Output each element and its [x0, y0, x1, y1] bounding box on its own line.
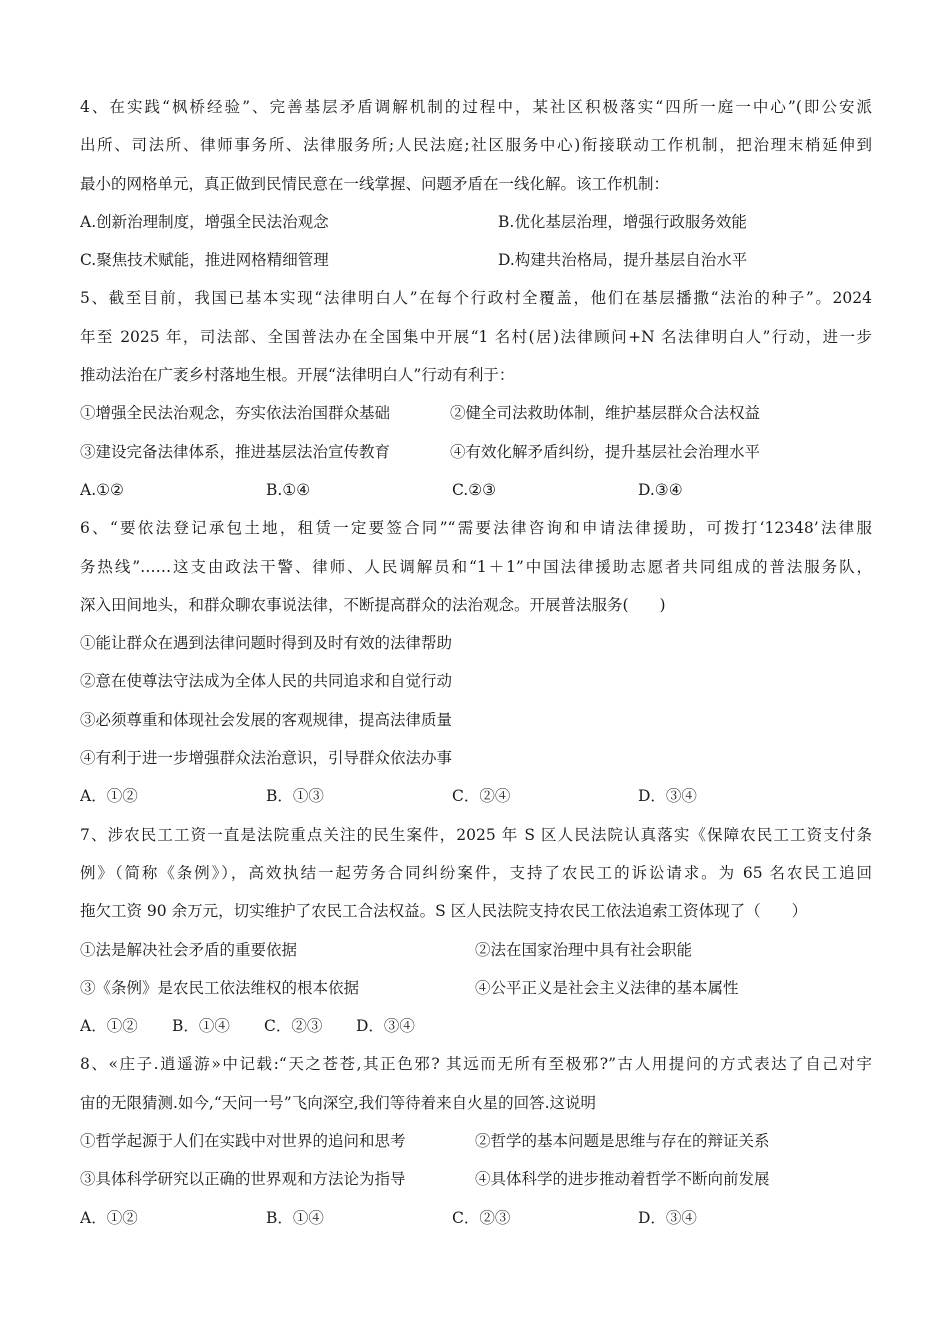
question-7-item-2: ②法在国家治理中具有社会职能: [475, 940, 693, 959]
question-6-stem-line: 深入田间地头，和群众聊农事说法律，不断提高群众的法治观念。开展普法服务( ): [80, 595, 666, 614]
question-6-item-2: ②意在使尊法守法成为全体人民的共同追求和自觉行动: [80, 672, 453, 691]
question-5-options-row: [80, 471, 872, 509]
question-5-items-row: [80, 433, 872, 471]
question-7-stem-line: 例》（简称《条例》），高效执结一起劳务合同纠纷案件，支持了农民工的诉讼请求。为 65 名农民工追回: [80, 863, 872, 882]
question-5-option-c[interactable]: C.②③: [452, 480, 497, 499]
question-7-items-row: [80, 931, 872, 969]
question-page: [80, 88, 872, 1237]
question-8-option-d[interactable]: D．③④: [638, 1208, 697, 1227]
question-4-stem-line: 出所、司法所、律师事务所、法律服务所;人民法庭;社区服务中心)衔接联动工作机制，把治理末梢延伸到: [80, 136, 872, 155]
question-7-items-row: [80, 969, 872, 1007]
question-4-option-c[interactable]: C.聚焦技术赋能，推进网格精细管理: [80, 251, 329, 270]
question-4-stem-line: 最小的网格单元，真正做到民情民意在一线掌握、问题矛盾在一线化解。该工作机制：: [80, 174, 670, 193]
question-6: [80, 509, 872, 815]
question-7-options-row: [80, 1007, 872, 1045]
question-8-items-row: [80, 1122, 872, 1160]
question-4-option-a[interactable]: A.创新治理制度，增强全民法治观念: [80, 212, 329, 231]
question-7: [80, 816, 872, 1046]
question-8-options-row: [80, 1199, 872, 1237]
question-7-item-4: ④公平正义是社会主义法律的基本属性: [475, 978, 739, 997]
question-6-item-3: ③必须尊重和体现社会发展的客观规律，提高法律质量: [80, 710, 453, 729]
question-6-stem-line: 6、“要依法登记承包土地，租赁一定要签合同”“需要法律咨询和申请法律援助，可拨打‘12348’法律服: [80, 519, 872, 538]
question-8-item-2: ②哲学的基本问题是思维与存在的辩证关系: [475, 1132, 770, 1151]
question-4-option-d[interactable]: D.构建共治格局，提升基层自治水平: [498, 251, 748, 270]
question-7-item-3: ③《条例》是农民工依法维权的根本依据: [80, 978, 360, 997]
question-8-option-a[interactable]: A．①②: [80, 1208, 138, 1227]
question-5: [80, 279, 872, 509]
question-8-stem-line: 8、«庄子.逍遥游»中记载:“天之苍苍,其正色邪? 其远而无所有至极邪?”古人用提问的方式表达了自己对宇: [80, 1055, 872, 1074]
question-5-item-4: ④有效化解矛盾纠纷，提升基层社会治理水平: [450, 442, 761, 461]
question-5-stem-line: 5、截至目前，我国已基本实现“法律明白人”在每个行政村全覆盖，他们在基层播撒“法治的种子”。2024: [80, 289, 872, 308]
question-4: [80, 88, 872, 279]
question-5-item-3: ③建设完备法律体系，推进基层法治宣传教育: [80, 442, 391, 461]
question-7-option-a[interactable]: A．①②: [80, 1017, 138, 1036]
question-8-stem-line: 宙的无限猜测.如今,“天问一号”飞向深空,我们等待着来自火星的回答.这说明: [80, 1093, 597, 1112]
question-8-item-4: ④具体科学的进步推动着哲学不断向前发展: [475, 1170, 770, 1189]
question-6-item-1: ①能让群众在遇到法律问题时得到及时有效的法律帮助: [80, 634, 453, 653]
question-8-items-row: [80, 1160, 872, 1198]
question-8-option-b[interactable]: B．①④: [266, 1208, 324, 1227]
question-4-options-row: [80, 203, 872, 241]
question-5-option-d[interactable]: D.③④: [638, 480, 683, 499]
question-8-item-1: ①哲学起源于人们在实践中对世界的追问和思考: [80, 1132, 406, 1151]
question-5-stem-line: 推动法治在广袤乡村落地生根。开展“法律明白人”行动有利于：: [80, 366, 515, 385]
question-5-item-1: ①增强全民法治观念，夯实依法治国群众基础: [80, 404, 391, 423]
question-6-option-c[interactable]: C．②④: [452, 787, 511, 806]
question-6-options-row: [80, 777, 872, 815]
question-6-stem-line: 务热线”……这支由政法干警、律师、人民调解员和“1＋1”中国法律援助志愿者共同组成的普法服务队，: [80, 557, 872, 576]
question-7-stem-line: 7、涉农民工工资一直是法院重点关注的民生案件，2025 年 S 区人民法院认真落实《保障农民工工资支付条: [80, 825, 872, 844]
question-7-item-1: ①法是解决社会矛盾的重要依据: [80, 940, 298, 959]
question-8: [80, 1045, 872, 1236]
question-6-option-b[interactable]: B．①③: [266, 787, 324, 806]
question-6-item-4: ④有利于进一步增强群众法治意识，引导群众依法办事: [80, 749, 453, 768]
question-4-stem-line: 4、在实践“枫桥经验”、完善基层矛盾调解机制的过程中，某社区积极落实“四所一庭一中心”(即公安派: [80, 98, 872, 116]
question-8-option-c[interactable]: C．②③: [452, 1208, 511, 1227]
question-5-item-2: ②健全司法救助体制，维护基层群众合法权益: [450, 404, 761, 423]
question-5-stem-line: 年至 2025 年，司法部、全国普法办在全国集中开展“1 名村(居)法律顾问+N 名法律明白人”行动，进一步: [80, 327, 872, 346]
question-5-option-a[interactable]: A.①②: [80, 480, 124, 499]
question-7-option-c[interactable]: C．②③: [264, 1017, 323, 1036]
question-7-option-b[interactable]: B．①④: [172, 1017, 230, 1036]
question-4-options-row: [80, 241, 872, 279]
question-8-item-3: ③具体科学研究以正确的世界观和方法论为指导: [80, 1170, 406, 1189]
question-7-stem-line: 拖欠工资 90 余万元，切实维护了农民工合法权益。S 区人民法院支持农民工依法追索工资体现了（ ）: [80, 902, 808, 921]
question-5-option-b[interactable]: B.①④: [266, 480, 311, 499]
question-7-option-d[interactable]: D．③④: [356, 1017, 415, 1036]
question-6-option-d[interactable]: D．③④: [638, 787, 697, 806]
question-4-option-b[interactable]: B.优化基层治理，增强行政服务效能: [498, 212, 747, 231]
question-5-items-row: [80, 394, 872, 432]
question-6-option-a[interactable]: A．①②: [80, 787, 138, 806]
